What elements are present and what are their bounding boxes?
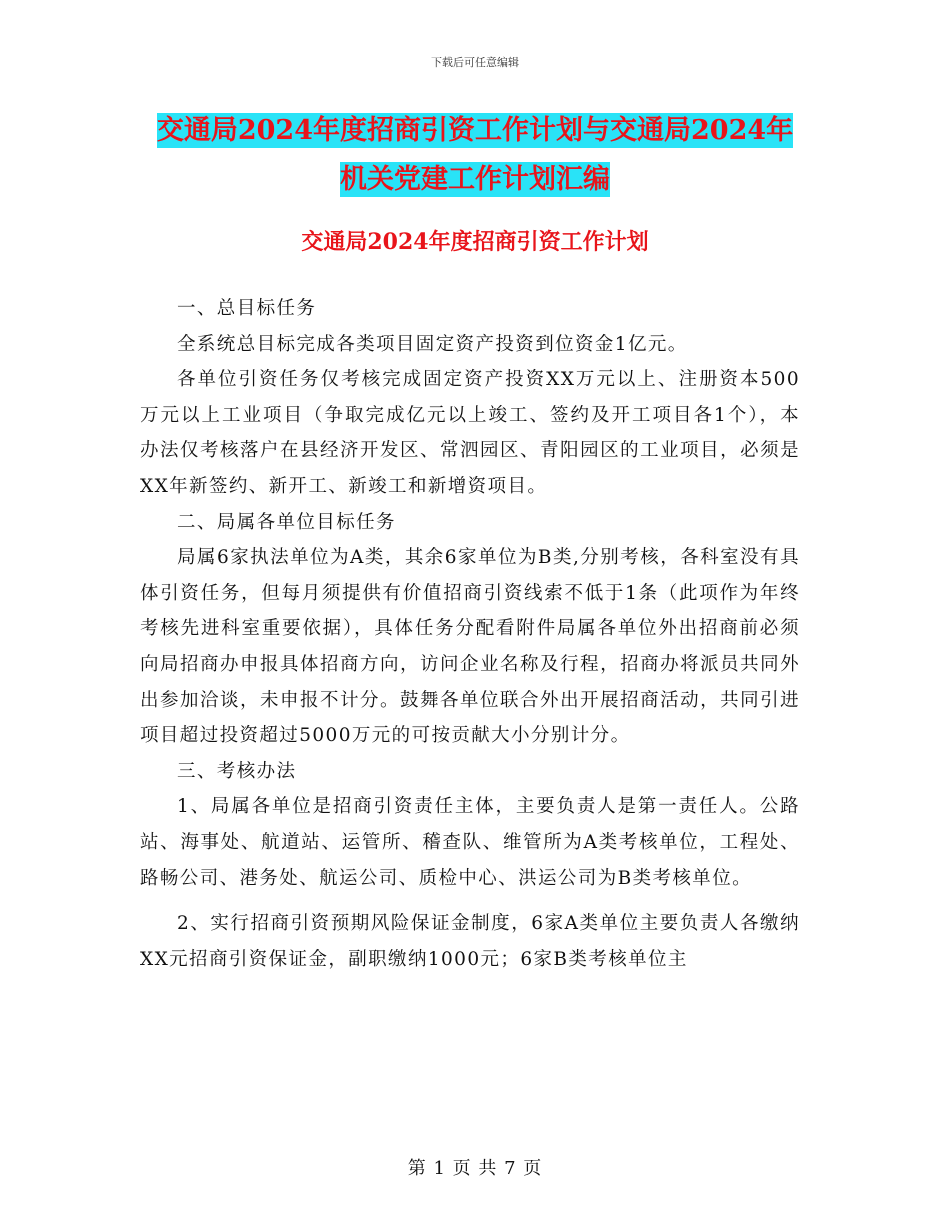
heading-overall-targets: 一、总目标任务 — [177, 298, 317, 319]
page-header-note: 下载后可任意编辑 — [431, 56, 519, 69]
heading-unit-targets: 二、局属各单位目标任务 — [177, 511, 396, 533]
heading-assessment-method: 三、考核办法 — [177, 760, 297, 782]
document-body — [140, 291, 800, 977]
paragraph-unit-tasks: 各单位引资任务仅考核完成固定资产投资XX万元以上、注册资本500万元以上工业项目（争取完成亿元以上竣工、签约及开工项目各1个），本办法仅考核落户在县经济开发区、常泗园区、青阳园区的工业项目，必须是XX年新签约、新开工、新竣工和新增资项目。 — [140, 369, 800, 497]
document-title-line-2: 机关党建工作计划汇编 — [340, 164, 610, 195]
paragraph-overall-goal: 全系统总目标完成各类项目固定资产投资到位资金1亿元。 — [177, 333, 688, 355]
paragraph-unit-classification: 局属6家执法单位为A类，其余6家单位为B类,分别考核，各科室没有具体引资任务，但每月须提供有价值招商引资线索不低于1条（此项作为年终考核先进科室重要依据），具体任务分配看附件局属各单位外出招商前必须向局招商办申报具体招商方向，访问企业名称及行程，招商办将派员共同外出参加洽谈，未申报不计分。鼓舞各单位联合外出开展招商活动，共同引进项目超过投资超过5000万元的可按贡献大小分别计分。 — [140, 547, 800, 747]
page-number: 第 1 页 共 7 页 — [407, 1158, 543, 1179]
document-title — [140, 106, 810, 204]
paragraph-responsibility: 1、局属各单位是招商引资责任主体，主要负责人是第一责任人。公路站、海事处、航道站、运管所、稽查队、维管所为A类考核单位，工程处、路畅公司、港务处、航运公司、质检中心、洪运公司为B类考核单位。 — [140, 796, 800, 889]
section-title: 交通局2024年度招商引资工作计划 — [301, 229, 649, 255]
paragraph-deposit-system: 2、实行招商引资预期风险保证金制度，6家A类单位主要负责人各缴纳XX元招商引资保证金，副职缴纳1000元；6家B类考核单位主 — [140, 913, 800, 970]
document-title-line-1: 交通局2024年度招商引资工作计划与交通局2024年 — [156, 115, 794, 146]
